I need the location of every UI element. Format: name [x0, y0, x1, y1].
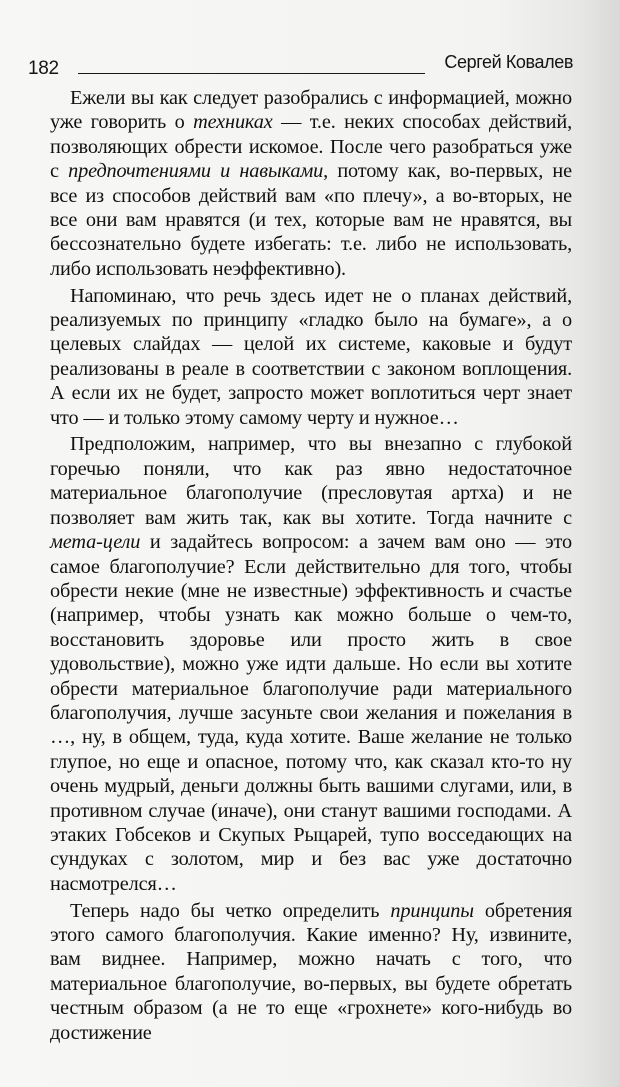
paragraph-1: [50, 86, 572, 281]
paragraph-3: [50, 432, 572, 896]
text-run: Предположим, например, что вы внезапно с глубокой горечью поняли, что как раз явно недостаточное материальное благополучие (пресловутая артха) и не позволяет вам жить так, как вы хотите. Тогда начните с: [50, 433, 572, 529]
text-run: Ежели вы как следует разобрались с информацией, можно уже говорить о: [50, 87, 572, 134]
body-text: [50, 86, 572, 1045]
text-run: Напоминаю, что речь здесь идет не о планах действий, реализуемых по принципу «гладко было на бумаге», а о целевых слайдах — целой их системе, каковые и будут реализованы в реале в соответствии с законом воплощения. А если их не будет, запросто может воплотиться черт знает что — и только этому самому черту и нужное…: [50, 284, 572, 429]
text-run: и задайтесь вопросом: а зачем вам оно — это самое благополучие? Если действительно для того, чтобы обрести некие (мне не известные) эффективность и счастье (например, чтобы узнать как можно больше о чем-то, восстановить здоровье или просто жить в свое удовольствие), можно уже идти дальше. Но если вы хотите обрести материальное благополучие ради материального благополучия, лучше засуньте свои желания и пожелания в …, ну, в общем, туда, куда хотите. Ваше желание не только глупое, но еще и опасное, потому что, как сказал кто-то ну очень мудрый, деньги должны быть вашими слугами, или, в противном случае (иначе), они станут вашими господами. А этаких Гобсеков и Скупых Рыцарей, тупо восседающих на сундуках с золотом, мир и без вас уже достаточно насмотрелся…: [50, 531, 572, 895]
italic-term: техниках: [193, 111, 273, 134]
text-run: , потому как, во-первых, не все из способов действий вам «по плечу», а во-вторых, не все они вам нравятся (и тех, которые вам не нравятся, вы бессознательно будете избегать: т.е. либо не использовать, либо использовать неэффективно).: [50, 160, 572, 280]
running-head-author: Сергей Ковалев: [444, 52, 573, 72]
text-run: обретения этого самого благополучия. Какие именно? Ну, извините, вам виднее. Например, можно начать с того, что материальное благополучие, во-первых, вы будете обретать честным образом (а не то еще «грохнете» кого-нибудь во достижение: [50, 899, 572, 1044]
text-run: — т.е. неких способах действий, позволяющих обрести искомое. После чего разобраться уже с: [50, 111, 572, 183]
page-number: 182: [28, 58, 59, 79]
paragraph-4: [50, 899, 572, 1045]
page-header: [28, 52, 573, 82]
italic-term: предпочтениями и навыками: [68, 160, 324, 183]
paragraph-2: [50, 284, 572, 430]
header-rule: [78, 73, 425, 74]
italic-term: принципы: [390, 899, 474, 922]
text-run: Теперь надо бы четко определить: [70, 899, 391, 922]
italic-term: мета-цели: [50, 531, 141, 554]
